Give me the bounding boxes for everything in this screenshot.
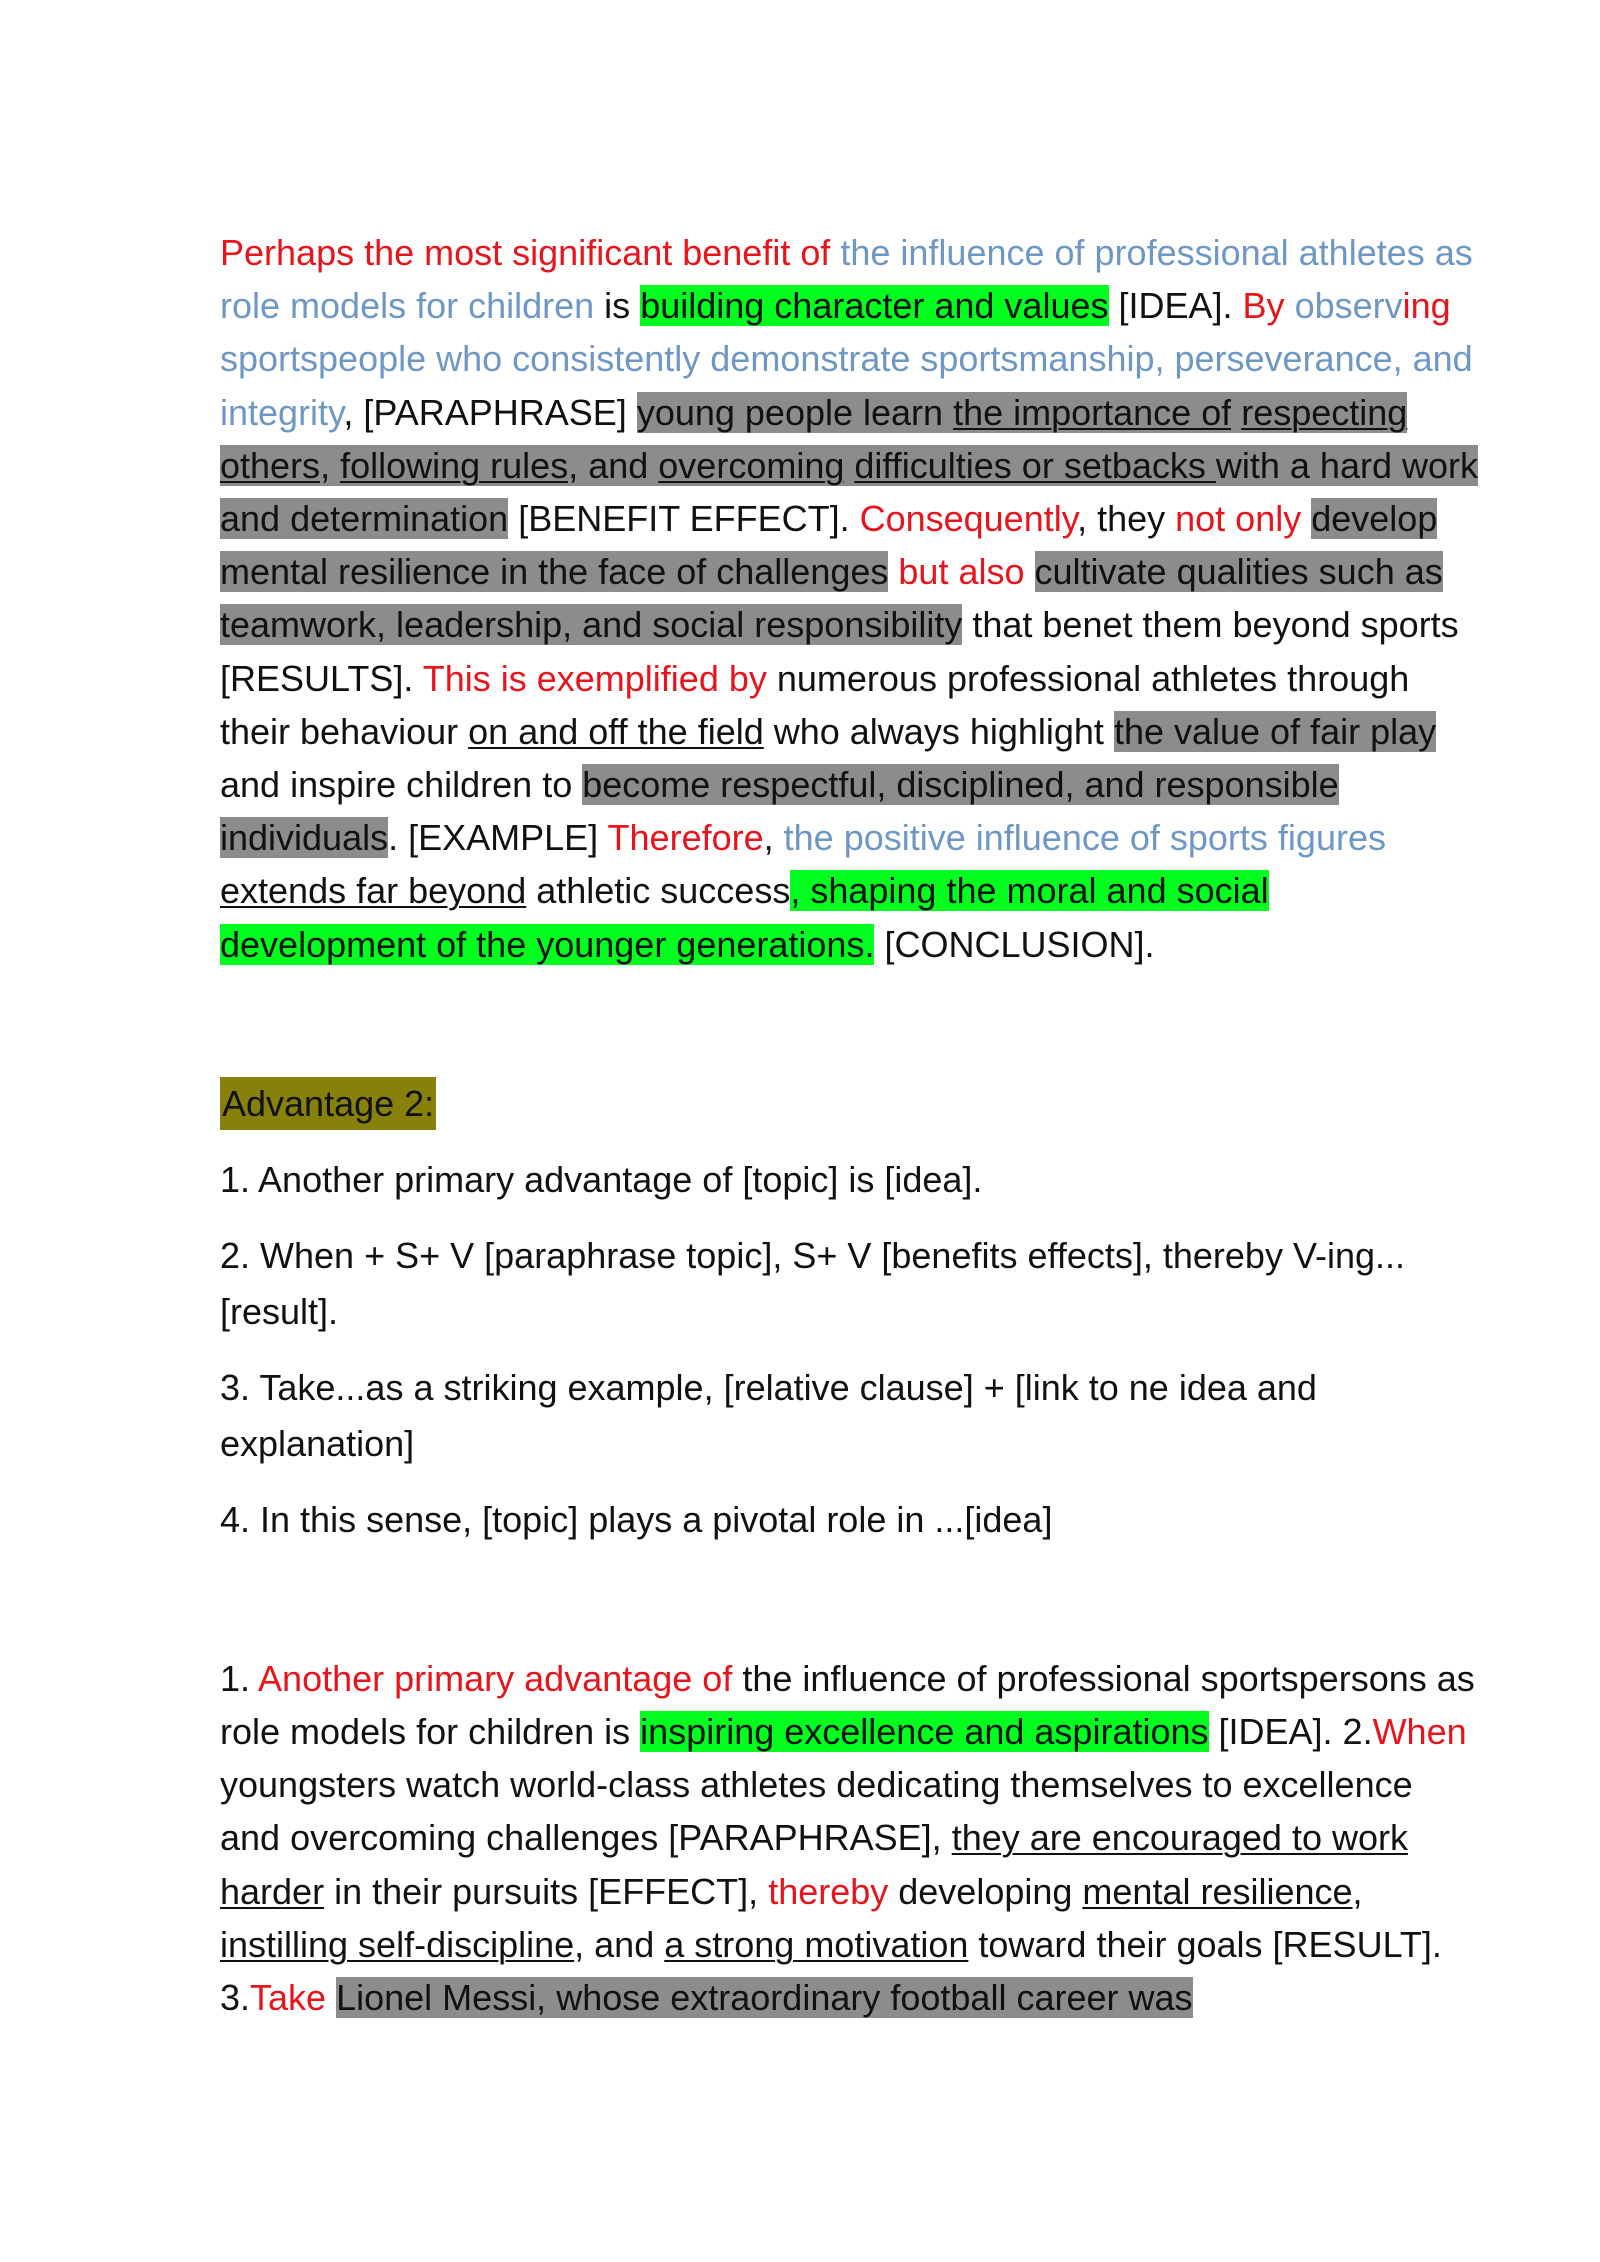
text-run: , and: [574, 1923, 665, 1965]
text-run: [CONCLUSION].: [874, 923, 1155, 965]
text-run: , they: [1077, 498, 1176, 540]
text-run: [IDEA].: [1108, 285, 1243, 327]
detail-highlight: with a hard work and determination: [220, 444, 1478, 540]
detail-highlight: become respectful, disciplined, and responsible individuals: [220, 764, 1339, 859]
connector-phrase: By: [1242, 285, 1285, 327]
topic-phrase: sportspeople who consistently demonstrate sportsmanship, perseverance, and integrity: [220, 338, 1473, 433]
sample-paragraph-advantage-2: [220, 1652, 1482, 2024]
detail-highlight-underlined: the importance of: [953, 391, 1232, 433]
template-step-1: 1. Another primary advantage of [topic] is [idea].: [220, 1158, 983, 1200]
advantage-2-template: [220, 1152, 1482, 1548]
connector-phrase: Another primary advantage of: [258, 1657, 733, 1699]
text-run: . [EXAMPLE]: [388, 817, 608, 859]
detail-highlight: young people learn: [636, 391, 954, 433]
detail-highlight: cultivate qualities such as teamwork, leadership, and social responsibility: [220, 551, 1443, 646]
connector-phrase: Consequently: [859, 498, 1078, 540]
detail-highlight: [1231, 392, 1241, 433]
topic-phrase: the influence of professional athletes as role models for children: [220, 232, 1473, 327]
text-run: youngsters watch world-class athletes dedicating themselves to excellence and overcoming challenges [PARAPHRASE],: [220, 1764, 1413, 1859]
text-run: in their pursuits [EFFECT],: [324, 1870, 769, 1912]
underlined-phrase: a strong motivation: [664, 1923, 969, 1965]
idea-highlight: building character and values: [640, 285, 1109, 327]
underlined-phrase: instilling self-discipline: [220, 1923, 575, 1965]
connector-phrase: ing: [1402, 285, 1451, 327]
text-run: the influence of professional sportspersons as role models for children is: [220, 1657, 1475, 1753]
template-step-3: 3. Take...as a striking example, [relative clause] + [link to ne idea and explanation]: [220, 1366, 1317, 1464]
underlined-phrase: mental resilience: [1082, 1870, 1353, 1912]
connector-phrase: thereby: [768, 1870, 889, 1912]
text-run: is: [594, 285, 641, 327]
detail-highlight: [844, 445, 854, 486]
underlined-phrase: they are encouraged to work harder: [220, 1817, 1408, 1912]
connector-phrase: but also: [898, 551, 1025, 593]
text-run: developing: [888, 1870, 1083, 1912]
text-run: ,: [1352, 1870, 1363, 1912]
text-run: and inspire children to: [220, 764, 583, 806]
text-run: [1301, 498, 1311, 539]
text-run: [888, 551, 898, 592]
connector-phrase: Therefore: [607, 817, 764, 859]
template-step-2: 2. When + S+ V [paraphrase topic], S+ V [benefits effects], thereby V-ing...[result].: [220, 1234, 1406, 1332]
text-run: athletic success: [526, 870, 791, 912]
sample-paragraph-advantage-1: [220, 226, 1482, 971]
idea-highlight: inspiring excellence and aspirations: [640, 1711, 1209, 1753]
detail-highlight-underlined: overcoming: [658, 444, 845, 486]
advantage-2-heading: Advantage 2:: [220, 1077, 436, 1130]
text-run: [IDEA]. 2.: [1208, 1711, 1373, 1753]
underlined-phrase: extends far beyond: [220, 870, 527, 912]
conclusion-highlight: , shaping the moral and social development of the younger generations.: [220, 870, 1269, 965]
connector-phrase: Perhaps the most significant benefit of: [220, 232, 831, 273]
text-run: [1025, 551, 1035, 592]
text-run: who always highlight: [763, 710, 1114, 752]
text-run: toward their goals [RESULT]. 3.: [220, 1923, 1442, 2019]
detail-highlight: the value of fair play: [1113, 710, 1437, 752]
connector-phrase: Take: [250, 1977, 327, 2019]
detail-highlight: ,: [320, 444, 341, 486]
connector-phrase: not only: [1175, 498, 1302, 540]
detail-highlight: develop mental resilience in the face of challenges: [220, 498, 1438, 593]
underlined-phrase: on and off the field: [468, 710, 764, 752]
connector-phrase: This is exemplified by: [422, 657, 767, 699]
template-step-4: 4. In this sense, [topic] plays a pivotal role in ...[idea]: [220, 1498, 1053, 1540]
connector-phrase: When: [1372, 1711, 1467, 1753]
detail-highlight: Lionel Messi, whose extraordinary football career was: [336, 1977, 1193, 2019]
detail-highlight-underlined: respecting others: [220, 391, 1408, 486]
text-run: [BENEFIT EFFECT].: [508, 498, 860, 540]
detail-highlight: , and: [568, 444, 659, 486]
topic-phrase: observ: [1284, 285, 1403, 327]
text-run: 1.: [220, 1657, 259, 1699]
topic-phrase: the positive influence of sports figures: [783, 817, 1386, 859]
text-run: ,: [763, 817, 784, 859]
text-run: numerous professional athletes through their behaviour: [220, 657, 1410, 752]
text-run: [326, 1977, 336, 2018]
detail-highlight-underlined: following rules: [340, 444, 569, 486]
detail-highlight-underlined: difficulties or setbacks: [854, 444, 1216, 486]
text-run: that benet them beyond sports [RESULTS].: [220, 604, 1459, 699]
advantage-2-heading-row: [220, 1077, 1482, 1130]
text-run: , [PARAPHRASE]: [343, 391, 637, 433]
